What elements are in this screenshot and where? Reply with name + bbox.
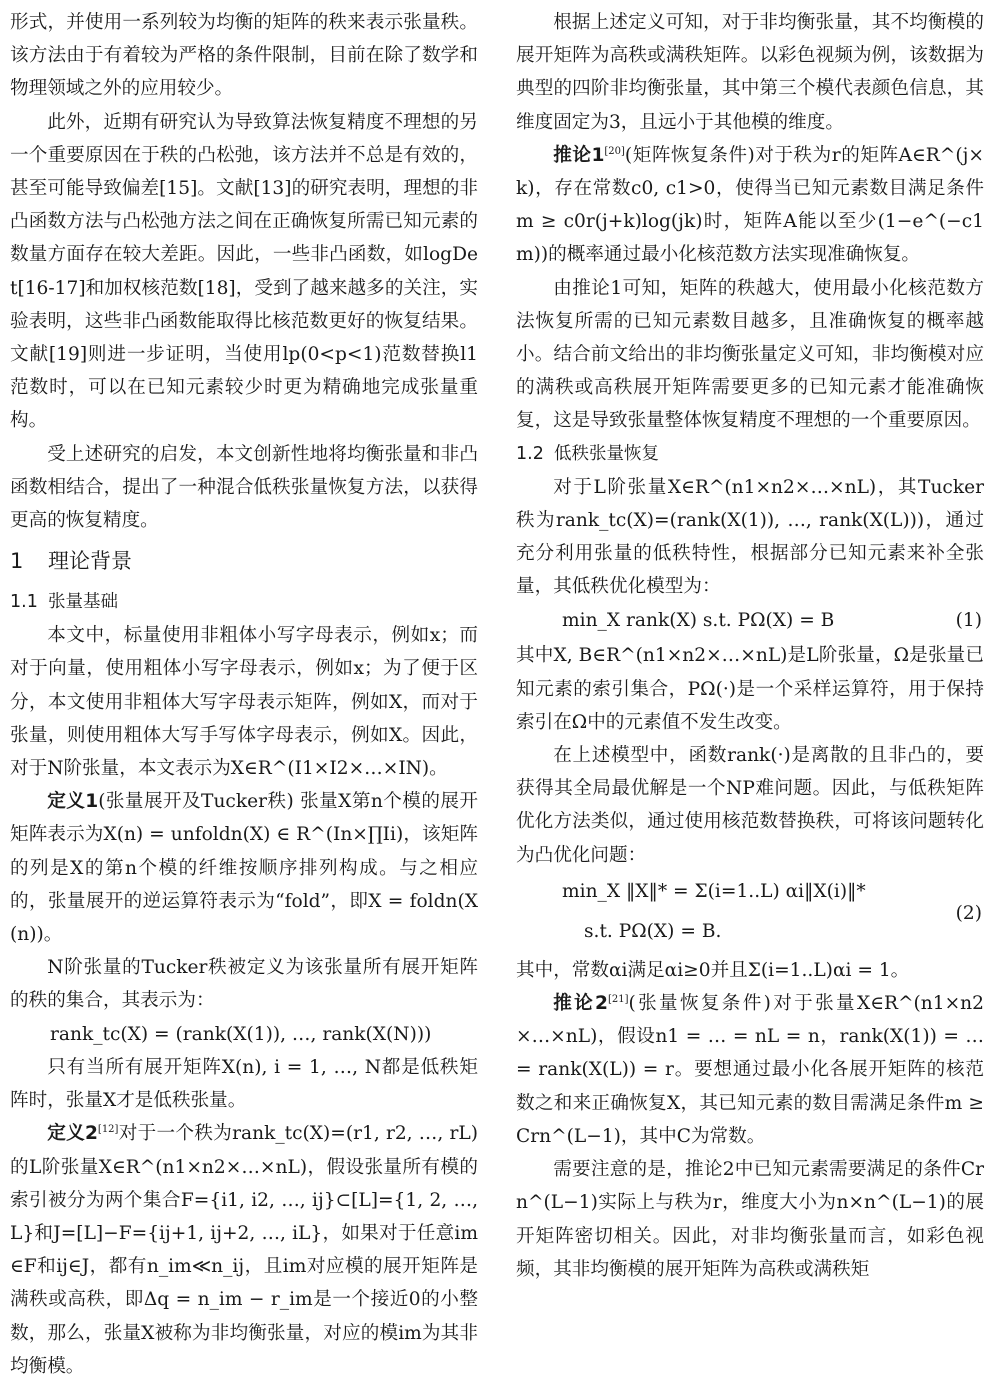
corollary-text: (张量恢复条件)对于张量X∈R^(n1×n2×…×nL)，假设n1 = … = nL = n，rank(X(1)) = … = rank(X(L)) = r。要想通过最小化各展开矩阵的核范数之和来正确恢复X，其已知元素的数目需满足条件m ≥ Crn^(L−1)，其中C为常数。	[516, 993, 984, 1147]
subsection-title: 低秩张量恢复	[554, 443, 659, 464]
section-number: 1	[10, 549, 24, 574]
equation-number: (1)	[955, 610, 982, 632]
corollary-label: 推论1	[553, 144, 605, 166]
paragraph: 只有当所有展开矩阵X(n), i = 1, …, N都是低秩矩阵时，张量X才是低秩张量。	[10, 1056, 478, 1112]
citation: [21]	[607, 993, 629, 1005]
rank-formula: rank_tc(X) = (rank(X(1)), …, rank(X(N)))	[50, 1023, 432, 1045]
definition-text: 对于一个秩为rank_tc(X)=(r1, r2, …, rL)的L阶张量X∈R^(n1×n2×…×nL)，假设张量所有模的索引被分为两个集合F={i1, i2, …, ij}⊂[L]={1, 2, …, L}和J=[L]−F={ij+1, ij+2, …, iL}，如果对于任意im∈F和ij∈J，都有n_im≪n_ij，且im对应模的展开矩阵是满秩或高秩，即Δq = n_im − r_im是一个接近0的小整数，那么，张量X被称为非均衡张量，对应的模im为其非均衡模。	[10, 1123, 478, 1377]
paragraph: 此外，近期有研究认为导致算法恢复精度不理想的另一个重要原因在于秩的凸松弛，该方法并不总是有效的，甚至可能导致偏差[15]。文献[13]的研究表明，理想的非凸函数方法与凸松弛方法之间在正确恢复所需已知元素的数量方面存在较大差距。因此，一些非凸函数，如logDet[16-17]和加权核范数[18]，受到了越来越多的关注，实验表明，这些非凸函数能取得比核范数更好的恢复结果。文献[19]则进一步证明，当使用lp(0<p<1)范数替换l1范数时，可以在已知元素较少时更为精确地完成张量重构。	[10, 111, 478, 432]
paragraph: 需要注意的是，推论2中已知元素需要满足的条件Crn^(L−1)实际上与秩为r，维度大小为n×n^(L−1)的展开矩阵密切相关。因此，对非均衡张量而言，如彩色视频，其非均衡模的展开矩阵为高秩或满秩矩	[516, 1159, 984, 1280]
corollary-text: (矩阵恢复条件)对于秩为r的矩阵A∈R^(j×k)，存在常数c0, c1>0，使得当已知元素数目满足条件m ≥ c0r(j+k)log(jk)时，矩阵A能以至少(1−e^(−c1m))的概率通过最小化核范数方法实现准确恢复。	[516, 144, 984, 266]
paragraph: N阶张量的Tucker秩被定义为该张量所有展开矩阵的秩的集合，其表示为：	[10, 957, 478, 1012]
paragraph: 由推论1可知，矩阵的秩越大，使用最小化核范数方法恢复所需的已知元素数目越多，且准确恢复的概率越小。结合前文给出的非均衡张量定义可知，非均衡模对应的满秩或高秩展开矩阵需要更多的已知元素才能准确恢复，这是导致张量整体恢复精度不理想的一个重要原因。	[516, 277, 984, 432]
paragraph: 其中X, B∈R^(n1×n2×…×nL)是L阶张量，Ω是张量已知元素的索引集合，PΩ(·)是一个采样运算符，用于保持索引在Ω中的元素值不发生改变。	[516, 645, 984, 733]
subsection-number: 1.1	[10, 592, 38, 613]
paragraph: 对于L阶张量X∈R^(n1×n2×…×nL)，其Tucker秩为rank_tc(X)=(rank(X(1)), …, rank(X(L)))，通过充分利用张量的低秩特性，根据部分已知元素来补全张量，其低秩优化模型为：	[516, 476, 984, 598]
definition-label: 定义1	[47, 791, 99, 813]
section-heading	[10, 545, 478, 578]
paragraph: 本文中，标量使用非粗体小写字母表示，例如x；而对于向量，使用粗体小写字母表示，例如x；为了便于区分，本文使用非粗体大写字母表示矩阵，例如X，而对于张量，则使用粗体大写手写体字母表示，例如X。因此，对于N阶张量，本文表示为X∈R^(I1×I2×…×IN)。	[10, 625, 478, 780]
corollary-label: 推论2	[553, 993, 608, 1015]
definition	[10, 785, 478, 951]
equation-2	[516, 872, 984, 954]
paragraph: 其中，常数αi满足αi≥0并且Σ(i=1..L)αi = 1。	[516, 959, 910, 981]
paragraph: 根据上述定义可知，对于非均衡张量，其不均衡模的展开矩阵为高秩或满秩矩阵。以彩色视频为例，该数据为典型的四阶非均衡张量，其中第三个模代表颜色信息，其维度固定为3，且远小于其他模的维度。	[516, 12, 984, 133]
equation-1	[516, 603, 984, 639]
subsection-heading	[10, 586, 478, 619]
section-title: 理论背景	[48, 549, 132, 574]
subsection-heading	[516, 438, 984, 471]
equation-number: (2)	[955, 902, 982, 924]
corollary	[516, 139, 984, 272]
equation-line: s.t. PΩ(X) = B.	[584, 920, 722, 942]
right-column	[516, 6, 984, 1286]
definition-label: 定义2	[47, 1123, 98, 1145]
paragraph: 受上述研究的启发，本文创新性地将均衡张量和非凸函数相结合，提出了一种混合低秩张量恢复方法，以获得更高的恢复精度。	[10, 443, 478, 532]
definition-text: (张量展开及Tucker秩) 张量X第n个模的展开矩阵表示为X(n) = unfoldn(X) ∈ R^(In×∏Ii)，该矩阵的列是X的第n个模的纤维按顺序排列构成。与之相应的，张量展开的逆运算符表示为“fold”，即X = foldn(X(n))。	[10, 791, 478, 946]
left-column	[10, 6, 478, 1383]
citation: [12]	[97, 1124, 119, 1136]
paragraph: 在上述模型中，函数rank(·)是离散的且非凸的，要获得其全局最优解是一个NP难问题。因此，与低秩矩阵优化方法类似，通过使用核范数替换秩，可将该问题转化为凸优化问题：	[516, 745, 984, 866]
definition	[10, 1117, 478, 1383]
citation: [20]	[604, 145, 625, 157]
equation-body: min_X rank(X) s.t. PΩ(X) = B	[562, 610, 835, 632]
subsection-number: 1.2	[516, 443, 544, 464]
paragraph: 形式，并使用一系列较为均衡的矩阵的秩来表示张量秩。该方法由于有着较为严格的条件限制，目前在除了数学和物理领域之外的应用较少。	[10, 12, 478, 100]
corollary	[516, 987, 984, 1153]
subsection-title: 张量基础	[48, 592, 118, 613]
equation-line: min_X ‖X‖* = Σ(i=1..L) αi‖X(i)‖*	[562, 880, 866, 902]
